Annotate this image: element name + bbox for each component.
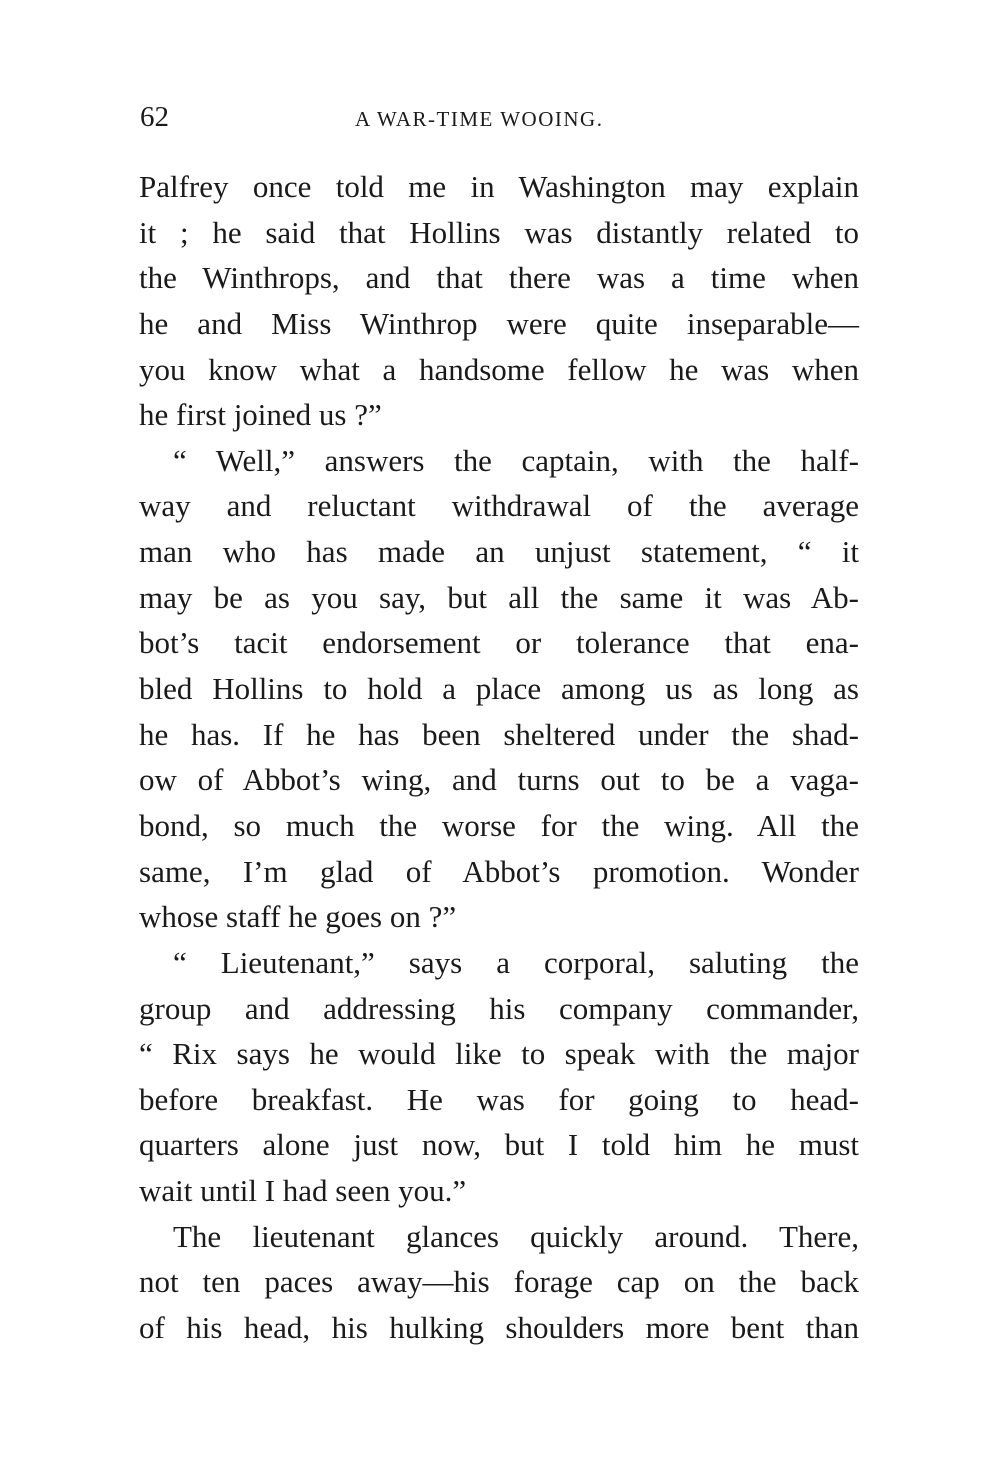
page-number: 62 bbox=[140, 101, 169, 133]
text-line: may be as you say, but all the same it was Ab- bbox=[139, 579, 859, 615]
text-line: “ Lieutenant,” says a corporal, saluting the bbox=[173, 944, 859, 980]
text-line: you know what a handsome fellow he was when bbox=[139, 351, 859, 387]
text-line: of his head, his hulking shoulders more bent than bbox=[139, 1310, 859, 1346]
text-line: Palfrey once told me in Washington may explain bbox=[139, 169, 859, 204]
text-line: he has. If he has been sheltered under the shad- bbox=[139, 716, 859, 752]
text-line: “ Rix says he would like to speak with the major bbox=[139, 1036, 859, 1072]
text-line: not ten paces away—his forage cap on the back bbox=[139, 1264, 859, 1300]
text-line: same, I’m glad of Abbot’s promotion. Wonder bbox=[139, 853, 859, 889]
body-text bbox=[139, 164, 859, 1351]
text-line: bond, so much the worse for the wing. All the bbox=[139, 807, 859, 843]
text-line: bled Hollins to hold a place among us as long as bbox=[139, 671, 859, 707]
text-line: ow of Abbot’s wing, and turns out to be a vaga- bbox=[139, 762, 859, 798]
text-line: The lieutenant glances quickly around. There, bbox=[173, 1218, 859, 1254]
text-line: group and addressing his company commander, bbox=[139, 990, 859, 1026]
text-line: it ; he said that Hollins was distantly related to bbox=[139, 214, 859, 250]
text-line: whose staff he goes on ?” bbox=[139, 899, 457, 935]
text-line: the Winthrops, and that there was a time when bbox=[139, 260, 859, 296]
text-line: he and Miss Winthrop were quite inseparable— bbox=[139, 305, 859, 341]
running-title: A WAR-TIME WOOING. bbox=[355, 107, 604, 131]
text-line: way and reluctant withdrawal of the average bbox=[139, 488, 859, 524]
text-line: bot’s tacit endorsement or tolerance that ena- bbox=[139, 625, 859, 661]
text-line: he first joined us ?” bbox=[139, 397, 382, 433]
text-line: “ Well,” answers the captain, with the half- bbox=[173, 442, 859, 478]
text-line: wait until I had seen you.” bbox=[139, 1173, 467, 1209]
text-line: man who has made an unjust statement, “ it bbox=[139, 534, 859, 570]
text-line: before breakfast. He was for going to head- bbox=[139, 1081, 859, 1117]
text-line: quarters alone just now, but I told him he must bbox=[139, 1127, 859, 1163]
